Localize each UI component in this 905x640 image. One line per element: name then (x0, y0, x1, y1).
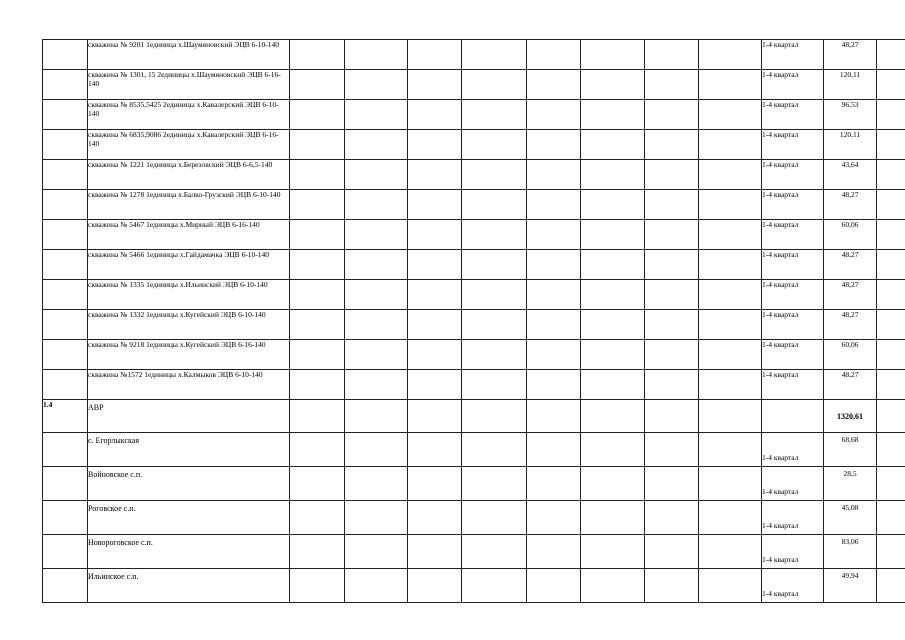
empty-cell (877, 100, 905, 130)
table-row (43, 190, 905, 220)
empty-cell (408, 130, 462, 160)
empty-cell (462, 190, 527, 220)
empty-cell (877, 130, 905, 160)
empty-cell (527, 280, 581, 310)
empty-cell (699, 220, 762, 250)
empty-cell (527, 370, 581, 400)
empty-cell (462, 310, 527, 340)
table-row (43, 220, 905, 250)
empty-cell (408, 220, 462, 250)
amount-cell: 48,27 (824, 310, 877, 340)
empty-cell (877, 70, 905, 100)
empty-cell (408, 190, 462, 220)
empty-cell (699, 370, 762, 400)
empty-cell (877, 340, 905, 370)
period-cell: 1-4 квартал (762, 70, 824, 100)
table-row (43, 250, 905, 280)
empty-cell (527, 569, 581, 603)
empty-cell (462, 250, 527, 280)
row-number-cell (43, 467, 88, 501)
empty-cell (581, 40, 645, 70)
empty-cell (581, 130, 645, 160)
empty-cell (527, 40, 581, 70)
empty-cell (581, 250, 645, 280)
empty-cell (527, 220, 581, 250)
empty-cell (527, 535, 581, 569)
empty-cell (645, 190, 699, 220)
empty-cell (290, 340, 345, 370)
empty-cell (345, 569, 408, 603)
empty-cell (290, 160, 345, 190)
empty-cell (290, 40, 345, 70)
empty-cell (345, 400, 408, 433)
empty-cell (290, 250, 345, 280)
empty-cell (527, 400, 581, 433)
empty-cell (462, 160, 527, 190)
period-cell: 1-4 квартал (762, 340, 824, 370)
empty-cell (345, 190, 408, 220)
empty-cell (462, 400, 527, 433)
table-row (43, 569, 905, 603)
description-cell: скважина № 1278 1единица х.Балко-Грузский ЭЦВ 6-10-140 (88, 190, 290, 220)
period-cell: 1-4 квартал (762, 280, 824, 310)
empty-cell (645, 433, 699, 467)
empty-cell (645, 310, 699, 340)
empty-cell (877, 250, 905, 280)
row-number-cell (43, 569, 88, 603)
empty-cell (345, 501, 408, 535)
empty-cell (408, 467, 462, 501)
description-cell: скважина № 1332 1единицы х.Кугейский ЭЦВ 6-10-140 (88, 310, 290, 340)
amount-cell: 48,27 (824, 370, 877, 400)
empty-cell (290, 569, 345, 603)
empty-cell (877, 535, 905, 569)
empty-cell (699, 250, 762, 280)
empty-cell (345, 130, 408, 160)
table-row (43, 100, 905, 130)
empty-cell (408, 160, 462, 190)
empty-cell (345, 100, 408, 130)
description-cell: скважина № 9218 1единицы х.Кугейский ЭЦВ 6-16-140 (88, 340, 290, 370)
settlement-name: с. Егорлыкская (88, 433, 290, 467)
empty-cell (762, 400, 824, 433)
empty-cell (699, 100, 762, 130)
empty-cell (345, 310, 408, 340)
empty-cell (581, 400, 645, 433)
amount-cell: 49,94 (824, 569, 877, 603)
settlement-name: Ильинское с.п. (88, 569, 290, 603)
table-row (43, 501, 905, 535)
amount-cell: 83,06 (824, 535, 877, 569)
empty-cell (527, 501, 581, 535)
empty-cell (877, 370, 905, 400)
amount-cell: 68,68 (824, 433, 877, 467)
description-cell: скважина № 9201 1единица х.Шаумяновский ЭЦВ 6-10-140 (88, 40, 290, 70)
settlement-name: Войновское с.п. (88, 467, 290, 501)
period-cell: 1-4 квартал (762, 160, 824, 190)
empty-cell (645, 569, 699, 603)
table-row (43, 535, 905, 569)
empty-cell (345, 70, 408, 100)
empty-cell (462, 280, 527, 310)
table-row (43, 160, 905, 190)
period-cell: 1-4 квартал (762, 501, 824, 535)
empty-cell (527, 433, 581, 467)
empty-cell (581, 190, 645, 220)
table-row (43, 70, 905, 100)
empty-cell (345, 220, 408, 250)
row-number-cell (43, 190, 88, 220)
empty-cell (290, 220, 345, 250)
empty-cell (345, 40, 408, 70)
description-cell: скважина №1572 1единицы х.Калмыков ЭЦВ 6-10-140 (88, 370, 290, 400)
table-row (43, 280, 905, 310)
empty-cell (408, 501, 462, 535)
empty-cell (408, 535, 462, 569)
empty-cell (699, 433, 762, 467)
period-cell: 1-4 квартал (762, 310, 824, 340)
period-cell: 1-4 квартал (762, 190, 824, 220)
empty-cell (462, 220, 527, 250)
empty-cell (290, 501, 345, 535)
empty-cell (408, 250, 462, 280)
empty-cell (581, 310, 645, 340)
empty-cell (462, 130, 527, 160)
empty-cell (699, 501, 762, 535)
period-cell: 1-4 квартал (762, 370, 824, 400)
row-number-cell (43, 220, 88, 250)
empty-cell (581, 220, 645, 250)
period-cell: 1-4 квартал (762, 433, 824, 467)
empty-cell (581, 280, 645, 310)
row-number-cell (43, 280, 88, 310)
description-cell: скважина № 8535,5425 2единицы х.Кавалерский ЭЦВ 6-10-140 (88, 100, 290, 130)
empty-cell (290, 70, 345, 100)
empty-cell (462, 40, 527, 70)
empty-cell (408, 40, 462, 70)
empty-cell (290, 535, 345, 569)
empty-cell (290, 467, 345, 501)
period-cell: 1-4 квартал (762, 130, 824, 160)
period-cell: 1-4 квартал (762, 220, 824, 250)
empty-cell (877, 40, 905, 70)
empty-cell (290, 433, 345, 467)
empty-cell (699, 535, 762, 569)
empty-cell (581, 370, 645, 400)
empty-cell (699, 70, 762, 100)
empty-cell (290, 400, 345, 433)
period-cell: 1-4 квартал (762, 467, 824, 501)
settlement-name: Роговское с.п. (88, 501, 290, 535)
empty-cell (290, 370, 345, 400)
empty-cell (408, 433, 462, 467)
empty-cell (462, 467, 527, 501)
empty-cell (581, 433, 645, 467)
row-number-cell (43, 100, 88, 130)
period-cell: 1-4 квартал (762, 535, 824, 569)
empty-cell (581, 501, 645, 535)
budget-table (42, 39, 905, 603)
empty-cell (527, 100, 581, 130)
description-cell: скважина № 1335 1единицы х.Ильинский ЭЦВ 6-10-140 (88, 280, 290, 310)
empty-cell (462, 70, 527, 100)
row-number-cell (43, 250, 88, 280)
amount-cell: 96,53 (824, 100, 877, 130)
empty-cell (345, 280, 408, 310)
empty-cell (645, 70, 699, 100)
amount-cell: 43,64 (824, 160, 877, 190)
empty-cell (581, 160, 645, 190)
empty-cell (462, 501, 527, 535)
amount-cell: 48,27 (824, 190, 877, 220)
amount-cell: 60,06 (824, 340, 877, 370)
empty-cell (345, 467, 408, 501)
empty-cell (527, 250, 581, 280)
row-number-cell (43, 501, 88, 535)
empty-cell (345, 535, 408, 569)
period-cell: 1-4 квартал (762, 250, 824, 280)
empty-cell (345, 370, 408, 400)
empty-cell (877, 433, 905, 467)
empty-cell (645, 130, 699, 160)
empty-cell (408, 70, 462, 100)
empty-cell (527, 130, 581, 160)
row-number-cell (43, 70, 88, 100)
empty-cell (877, 467, 905, 501)
empty-cell (699, 160, 762, 190)
empty-cell (462, 370, 527, 400)
empty-cell (581, 340, 645, 370)
row-number-cell (43, 160, 88, 190)
empty-cell (645, 501, 699, 535)
empty-cell (645, 370, 699, 400)
table-row (43, 433, 905, 467)
empty-cell (699, 280, 762, 310)
empty-cell (527, 70, 581, 100)
empty-cell (645, 100, 699, 130)
empty-cell (527, 467, 581, 501)
table-row (43, 340, 905, 370)
section-row (43, 400, 905, 433)
row-number-cell (43, 370, 88, 400)
empty-cell (645, 220, 699, 250)
table-row (43, 40, 905, 70)
table-row (43, 467, 905, 501)
empty-cell (290, 190, 345, 220)
empty-cell (581, 100, 645, 130)
settlement-name: Новороговское с.п. (88, 535, 290, 569)
amount-cell: 48,27 (824, 280, 877, 310)
row-number-cell (43, 340, 88, 370)
row-number-cell (43, 40, 88, 70)
period-cell: 1-4 квартал (762, 569, 824, 603)
empty-cell (345, 250, 408, 280)
empty-cell (877, 310, 905, 340)
empty-cell (408, 100, 462, 130)
amount-cell: 48,27 (824, 250, 877, 280)
empty-cell (877, 501, 905, 535)
row-number-cell (43, 130, 88, 160)
empty-cell (462, 340, 527, 370)
description-cell: скважина № 1221 1единица х.Березовский ЭЦВ 6-6,5-140 (88, 160, 290, 190)
amount-cell: 120,11 (824, 70, 877, 100)
empty-cell (290, 310, 345, 340)
empty-cell (645, 280, 699, 310)
empty-cell (581, 467, 645, 501)
empty-cell (877, 280, 905, 310)
empty-cell (290, 130, 345, 160)
amount-cell: 120,11 (824, 130, 877, 160)
empty-cell (408, 400, 462, 433)
description-cell: скважина № 5467 1единицы х.Мирный ЭЦВ 6-16-140 (88, 220, 290, 250)
description-cell: скважина № 5466 1единицы х.Гайдамачка ЭЦВ 6-10-140 (88, 250, 290, 280)
empty-cell (527, 190, 581, 220)
empty-cell (645, 250, 699, 280)
row-number-cell (43, 535, 88, 569)
empty-cell (408, 569, 462, 603)
empty-cell (699, 190, 762, 220)
empty-cell (699, 400, 762, 433)
empty-cell (699, 40, 762, 70)
row-number-cell (43, 310, 88, 340)
amount-cell: 28,5 (824, 467, 877, 501)
empty-cell (581, 70, 645, 100)
section-number: 1.4 (43, 400, 88, 433)
description-cell: скважина № 1301, 15 2единицы х.Шаумяновский ЭЦВ 6-16-140 (88, 70, 290, 100)
empty-cell (290, 280, 345, 310)
amount-cell: 45,08 (824, 501, 877, 535)
section-total: 1320,61 (824, 400, 877, 433)
empty-cell (699, 467, 762, 501)
empty-cell (877, 190, 905, 220)
empty-cell (345, 433, 408, 467)
empty-cell (699, 569, 762, 603)
empty-cell (462, 535, 527, 569)
empty-cell (345, 160, 408, 190)
table-row (43, 370, 905, 400)
amount-cell: 60,06 (824, 220, 877, 250)
empty-cell (408, 340, 462, 370)
table-body (43, 40, 905, 603)
empty-cell (581, 569, 645, 603)
empty-cell (581, 535, 645, 569)
empty-cell (408, 310, 462, 340)
empty-cell (645, 340, 699, 370)
empty-cell (645, 400, 699, 433)
empty-cell (645, 467, 699, 501)
empty-cell (527, 310, 581, 340)
empty-cell (345, 340, 408, 370)
empty-cell (877, 160, 905, 190)
table-row (43, 310, 905, 340)
empty-cell (877, 220, 905, 250)
empty-cell (699, 130, 762, 160)
empty-cell (408, 280, 462, 310)
empty-cell (645, 40, 699, 70)
empty-cell (290, 100, 345, 130)
empty-cell (699, 340, 762, 370)
empty-cell (408, 370, 462, 400)
row-number-cell (43, 433, 88, 467)
empty-cell (527, 160, 581, 190)
empty-cell (527, 340, 581, 370)
empty-cell (645, 535, 699, 569)
section-title: АВР (88, 400, 290, 433)
empty-cell (462, 433, 527, 467)
empty-cell (462, 569, 527, 603)
empty-cell (877, 569, 905, 603)
empty-cell (699, 310, 762, 340)
description-cell: скважина № 6835,9086 2единицы х.Кавалерский ЭЦВ 6-16-140 (88, 130, 290, 160)
period-cell: 1-4 квартал (762, 100, 824, 130)
empty-cell (462, 100, 527, 130)
amount-cell: 48,27 (824, 40, 877, 70)
table-row (43, 130, 905, 160)
empty-cell (645, 160, 699, 190)
period-cell: 1-4 квартал (762, 40, 824, 70)
empty-cell (877, 400, 905, 433)
